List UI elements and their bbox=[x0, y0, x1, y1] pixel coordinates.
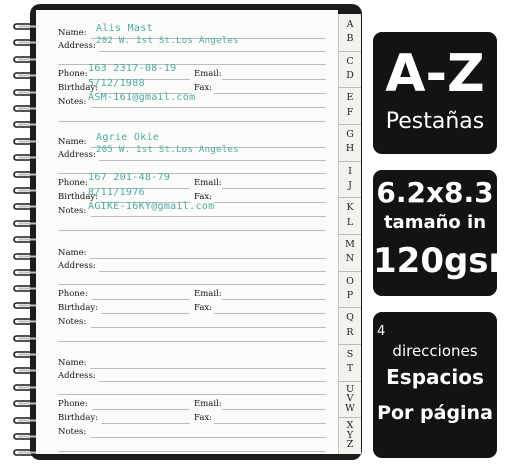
az-title: A-Z bbox=[385, 44, 485, 104]
tab-divider bbox=[339, 381, 361, 382]
entry-line bbox=[58, 394, 326, 395]
phone-value[interactable]: 167 201-48-79 bbox=[88, 172, 171, 183]
entry-line bbox=[101, 423, 190, 424]
entry-line bbox=[91, 216, 326, 217]
phone-label: Phone: bbox=[58, 69, 88, 79]
email-label: Email: bbox=[194, 399, 222, 409]
tab-divider bbox=[339, 234, 361, 235]
tab-divider bbox=[339, 51, 361, 52]
fax-label: Fax: bbox=[194, 83, 213, 93]
entry-line bbox=[222, 299, 326, 300]
email-label: Email: bbox=[194, 178, 222, 188]
entry-line bbox=[214, 313, 326, 314]
tab-h[interactable]: H bbox=[345, 143, 355, 155]
tab-divider bbox=[339, 87, 361, 88]
fax-label: Fax: bbox=[194, 303, 213, 313]
address-label: Address: bbox=[58, 261, 96, 271]
tab-s[interactable]: S bbox=[346, 349, 354, 360]
entry-line bbox=[58, 284, 326, 285]
entry-line bbox=[90, 368, 326, 369]
tab-f[interactable]: F bbox=[346, 106, 354, 118]
address-label: Address: bbox=[58, 41, 96, 51]
name-label: Name: bbox=[58, 248, 87, 258]
tab-x[interactable]: X bbox=[346, 420, 354, 432]
tab-c[interactable]: C bbox=[346, 55, 354, 67]
az-tabs-panel bbox=[373, 32, 497, 154]
birthday-value[interactable]: 5/12/1988 bbox=[88, 78, 145, 89]
tab-q[interactable]: Q bbox=[346, 312, 354, 324]
name-label: Name: bbox=[58, 28, 87, 38]
entry-line bbox=[214, 423, 326, 424]
directions-count: 4 bbox=[377, 324, 386, 339]
az-subtitle: Pestañas bbox=[385, 109, 485, 134]
name-value[interactable]: Agrie Okie bbox=[96, 132, 160, 143]
notes-label: Notes: bbox=[58, 427, 87, 437]
entry-line bbox=[92, 299, 190, 300]
fax-label: Fax: bbox=[194, 413, 213, 423]
tab-u[interactable]: U bbox=[345, 383, 354, 395]
birthday-value[interactable]: 8/11/1976 bbox=[88, 187, 145, 198]
tab-o[interactable]: O bbox=[346, 275, 354, 287]
entry-line bbox=[99, 160, 326, 161]
entry-line bbox=[214, 202, 326, 203]
birthday-label: Birthday: bbox=[58, 413, 99, 423]
phone-value[interactable]: 163 2317-08-19 bbox=[88, 63, 177, 74]
entry-line bbox=[99, 271, 326, 272]
address-page bbox=[36, 10, 338, 454]
directions-panel bbox=[373, 312, 497, 458]
name-label: Name: bbox=[58, 137, 87, 147]
tab-i[interactable]: I bbox=[348, 165, 352, 177]
tab-t[interactable]: T bbox=[346, 363, 354, 375]
name-value[interactable]: Alis Mast bbox=[96, 23, 153, 34]
entry-line bbox=[58, 341, 326, 342]
size-unit: tamaño in bbox=[383, 212, 487, 233]
size-dimensions: 6.2x8.3 bbox=[376, 176, 494, 209]
directions-label: direcciones bbox=[392, 342, 478, 360]
tab-d[interactable]: D bbox=[346, 70, 354, 81]
entry-line bbox=[91, 107, 326, 108]
per-page-label: Por página bbox=[377, 402, 493, 424]
alphabet-tab-strip bbox=[338, 14, 361, 454]
tab-divider bbox=[339, 307, 361, 308]
tab-r[interactable]: R bbox=[346, 326, 354, 338]
entry-line bbox=[90, 258, 326, 259]
notes-label: Notes: bbox=[58, 97, 87, 107]
entry-line bbox=[92, 409, 190, 410]
tab-j[interactable]: J bbox=[348, 180, 352, 191]
address-label: Address: bbox=[58, 371, 96, 381]
paper-weight: 120gsm bbox=[373, 241, 524, 281]
size-panel bbox=[373, 170, 524, 296]
tab-a[interactable]: A bbox=[346, 19, 354, 30]
spaces-label: Espacios bbox=[386, 365, 484, 389]
entry-line bbox=[91, 437, 326, 438]
phone-label: Phone: bbox=[58, 289, 88, 299]
tab-k[interactable]: K bbox=[346, 202, 354, 214]
tab-g[interactable]: G bbox=[346, 129, 354, 140]
tab-b[interactable]: B bbox=[346, 33, 354, 45]
name-label: Name: bbox=[58, 358, 87, 368]
phone-label: Phone: bbox=[58, 399, 88, 409]
notes-value[interactable]: AGIKE-16KY@gmail.com bbox=[88, 201, 215, 212]
tab-divider bbox=[339, 344, 361, 345]
tab-divider bbox=[339, 271, 361, 272]
entry-line bbox=[222, 188, 326, 189]
tab-divider bbox=[339, 124, 361, 125]
fax-label: Fax: bbox=[194, 192, 213, 202]
tab-w[interactable]: W bbox=[345, 402, 355, 414]
notes-value[interactable]: ASM-161@gmail.com bbox=[88, 92, 196, 103]
birthday-label: Birthday: bbox=[58, 192, 99, 202]
address-value[interactable]: 202 W. 1st St.Los Angeles bbox=[96, 36, 239, 46]
tab-v[interactable]: V bbox=[346, 393, 354, 405]
notes-label: Notes: bbox=[58, 206, 87, 216]
entry-line bbox=[58, 121, 326, 122]
entry-line bbox=[222, 79, 326, 80]
tab-n[interactable]: N bbox=[345, 253, 355, 265]
phone-label: Phone: bbox=[58, 178, 88, 188]
entry-line bbox=[99, 381, 326, 382]
entry-line bbox=[214, 93, 326, 94]
address-value[interactable]: 205 W. 1st St.Los Angeles bbox=[96, 145, 239, 155]
entry-line bbox=[91, 327, 326, 328]
address-label: Address: bbox=[58, 150, 96, 160]
tab-divider bbox=[339, 417, 361, 418]
entry-line bbox=[58, 451, 326, 452]
entry-line bbox=[222, 409, 326, 410]
entry-line bbox=[99, 51, 326, 52]
email-label: Email: bbox=[194, 289, 222, 299]
entry-line bbox=[58, 230, 326, 231]
notes-label: Notes: bbox=[58, 317, 87, 327]
birthday-label: Birthday: bbox=[58, 83, 99, 93]
tab-divider bbox=[339, 161, 361, 162]
tab-m[interactable]: M bbox=[345, 239, 355, 250]
tab-y[interactable]: Y bbox=[346, 429, 354, 441]
tab-p[interactable]: P bbox=[346, 290, 354, 301]
tab-l[interactable]: L bbox=[346, 216, 354, 228]
entry-line bbox=[101, 313, 190, 314]
tab-e[interactable]: E bbox=[346, 92, 354, 104]
email-label: Email: bbox=[194, 69, 222, 79]
tab-z[interactable]: Z bbox=[346, 439, 354, 451]
birthday-label: Birthday: bbox=[58, 303, 99, 313]
tab-divider bbox=[339, 197, 361, 198]
